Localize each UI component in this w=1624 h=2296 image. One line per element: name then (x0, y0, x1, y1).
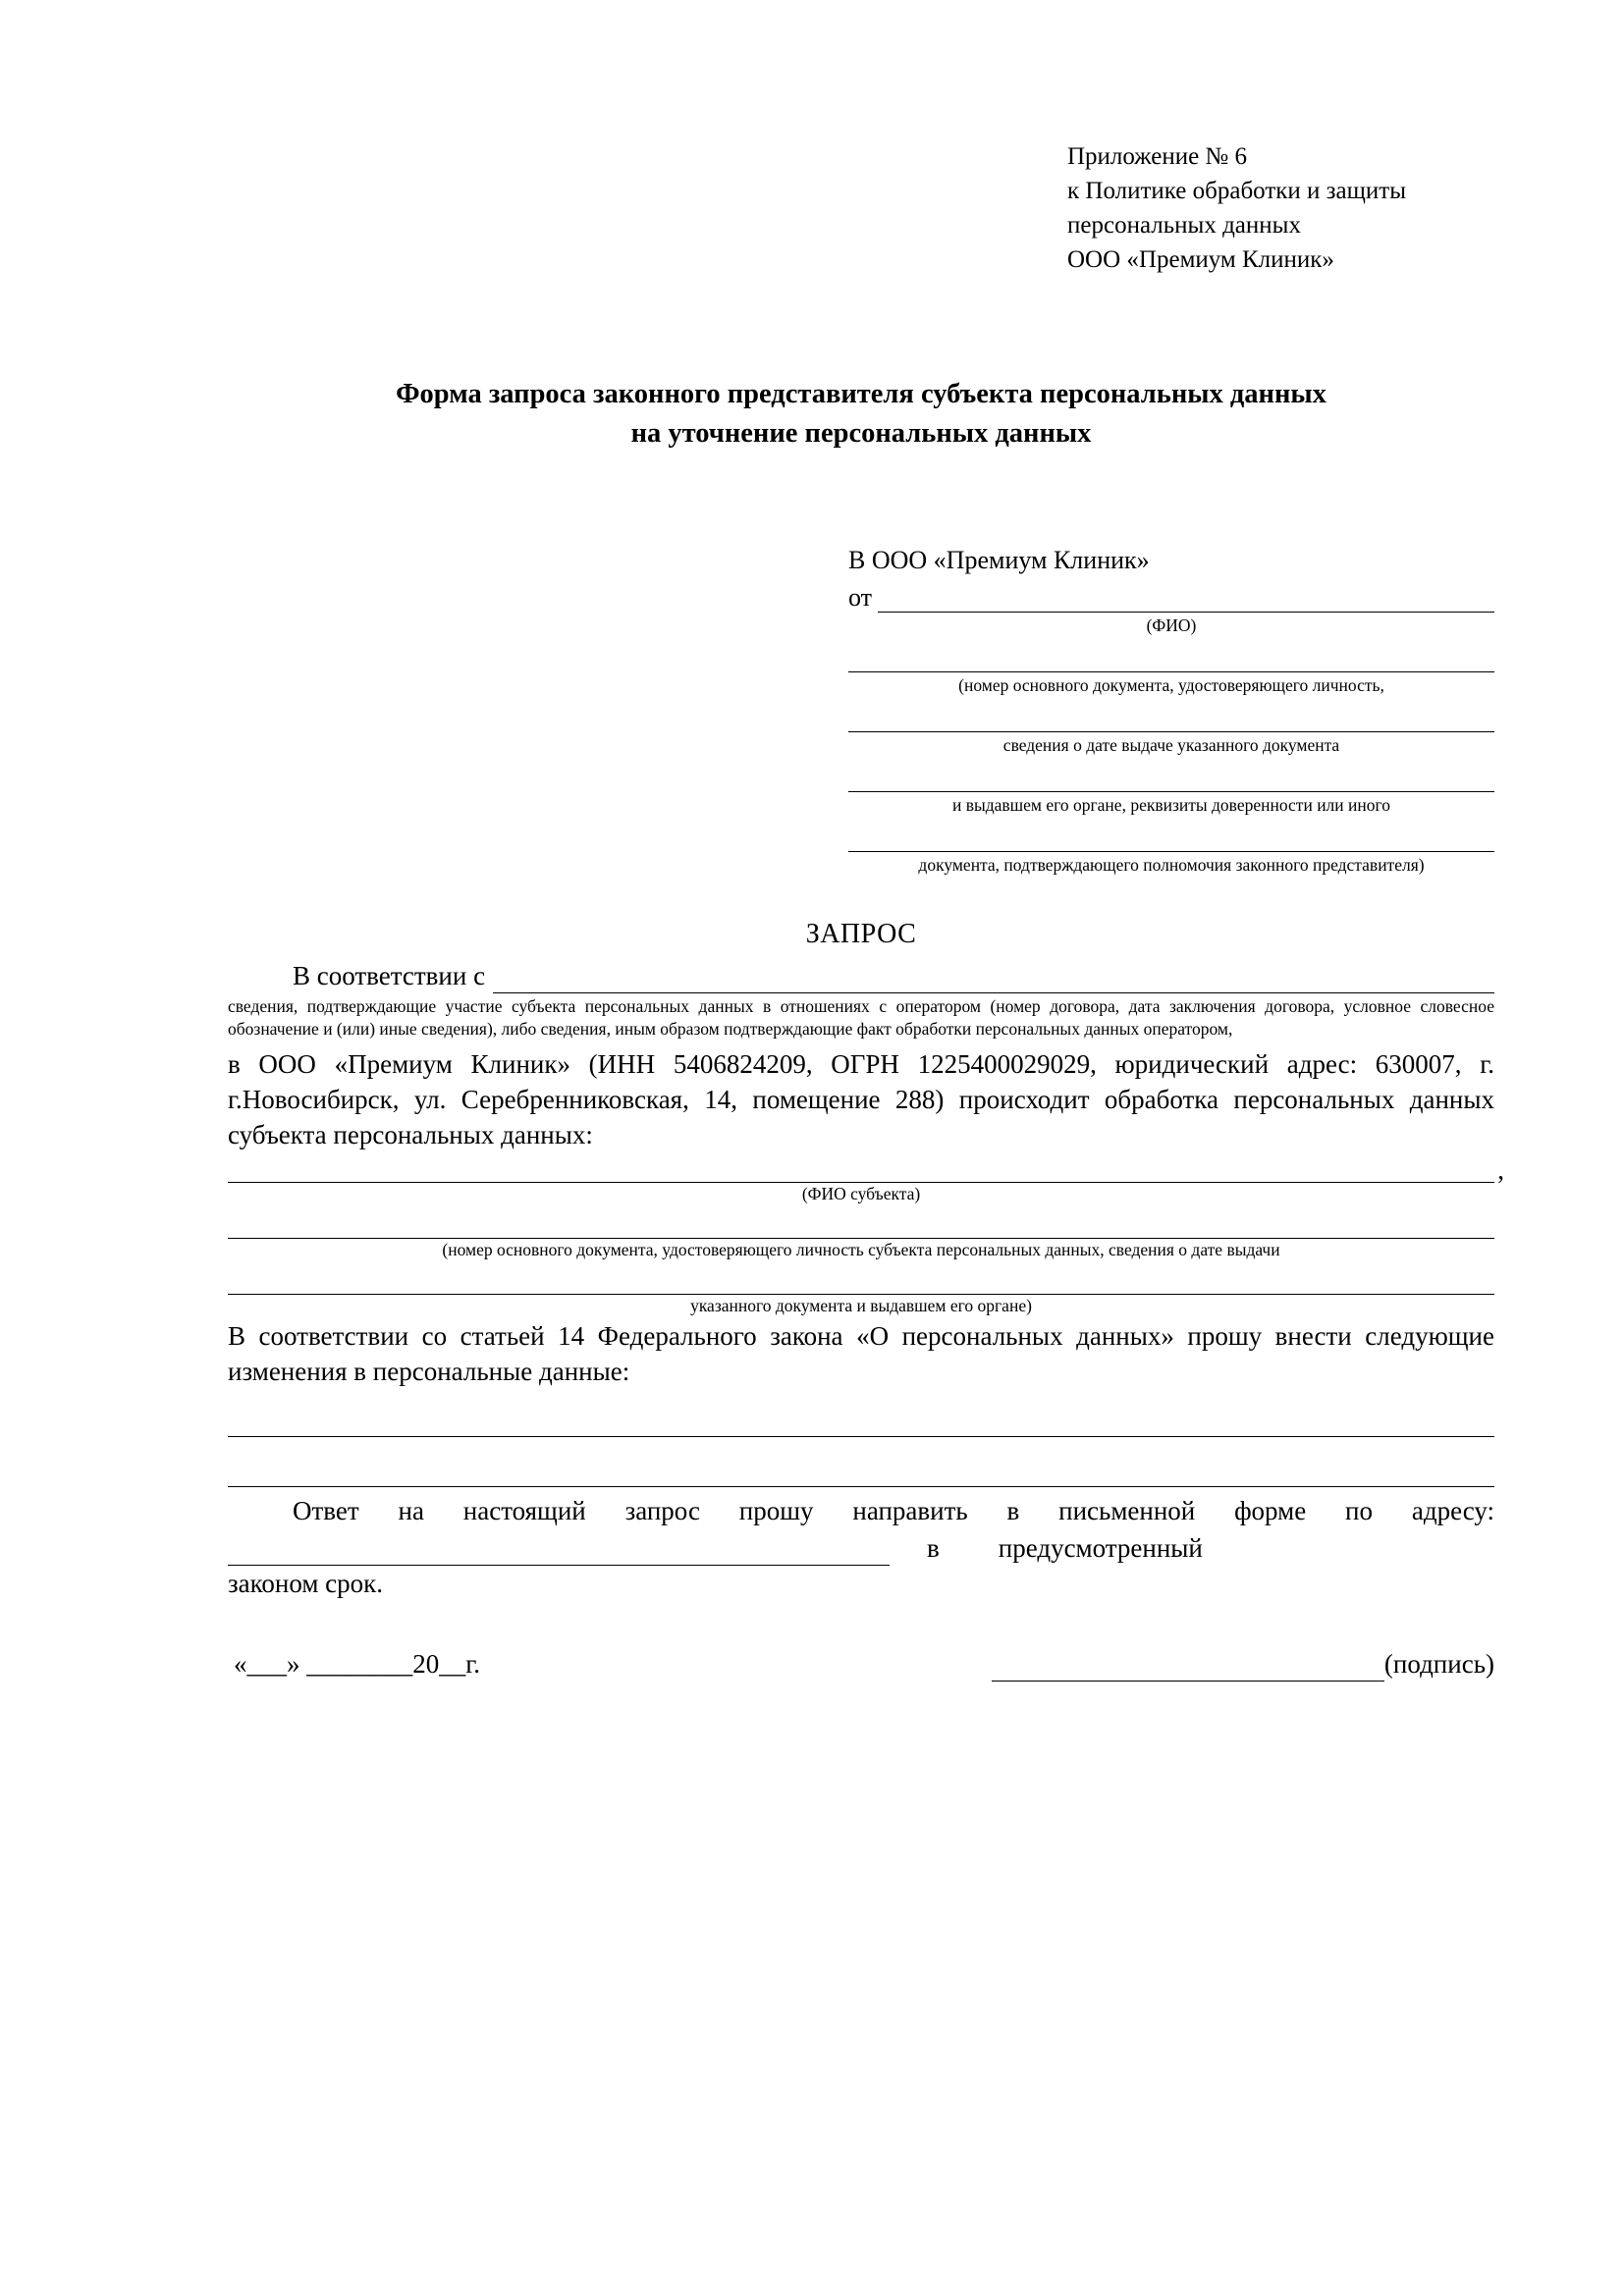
addressee-from-row (848, 583, 1494, 613)
addressee-fio-field[interactable] (878, 590, 1494, 613)
subject-doc-caption: (номер основного документа, удостоверяющего личность субъекта персональных данных, сведения о дате выдачи (442, 1240, 1280, 1259)
addressee-doc-number-field[interactable] (848, 650, 1494, 672)
addressee-from-label: от (848, 583, 873, 612)
addressee-doc-issuer-caption: и выдавшем его органе, реквизиты доверенности или иного (951, 795, 1391, 815)
request-note: сведения, подтверждающие участие субъекта персональных данных в отношениях с оператором (номер договора, дата заключения договора, условное словесное обозначение и (или) иные сведения), либо сведения, иным образом подтверждающие факт обработки персональных данных оператором, (228, 996, 1494, 1039)
signature-label: (подпись) (1383, 1649, 1494, 1679)
appendix-line-2: к Политике обработки и защиты (1067, 178, 1407, 204)
subject-doc-field[interactable] (228, 1212, 1494, 1239)
signature-row (228, 1646, 1494, 1682)
changes-field-line-1[interactable] (228, 1411, 1494, 1437)
addressee-block (848, 544, 1494, 876)
addressee-fio-caption: (ФИО) (1146, 615, 1197, 635)
signature-field[interactable] (992, 1655, 1384, 1682)
page-title (228, 375, 1494, 454)
appendix-line-4: ООО «Премиум Клиник» (1067, 246, 1334, 273)
request-heading: ЗАПРОС (805, 919, 917, 949)
request-intro-label: В соответствии с (293, 961, 486, 990)
answer-mid-text: в (927, 1533, 940, 1563)
answer-last-line: законом срок. (228, 1569, 384, 1598)
subject-doc-issuer-caption: указанного документа и выдавшем его органе) (690, 1296, 1032, 1315)
operator-paragraph: в ООО «Премиум Клиник» (ИНН 5406824209, ОГРН 1225400029029, юридический адрес: 630007, г. г.Новосибирск, ул. Серебренниковская, 14, помещение 288) происходит обработка персональных данных субъекта персональных данных: (228, 1049, 1494, 1149)
addressee-doc-date-caption: сведения о дате выдаче указанного документа (1002, 735, 1340, 755)
addressee-organization: В ООО «Премиум Клиник» (848, 546, 1150, 574)
addressee-doc-issuer-field[interactable] (848, 770, 1494, 792)
page-title-line-2: на уточнение персональных данных (630, 418, 1092, 449)
answer-paragraph: Ответ на настоящий запрос прошу направить в письменной форме по адресу: (293, 1496, 1494, 1525)
law-paragraph: В соответствии со статьей 14 Федерального закона «О персональных данных» прошу внести следующие изменения в персональные данные: (228, 1321, 1494, 1386)
appendix-line-3: персональных данных (1067, 212, 1301, 239)
addressee-doc-number-caption: (номер основного документа, удостоверяющего личность, (958, 675, 1384, 695)
addressee-doc-authority-caption: документа, подтверждающего полномочия законного представителя) (918, 855, 1425, 875)
appendix-line-1: Приложение № 6 (1067, 143, 1248, 170)
changes-field-line-2[interactable] (228, 1461, 1494, 1487)
page-title-line-1: Форма запроса законного представителя субъекта персональных данных (396, 379, 1326, 409)
document-content (228, 0, 1494, 1682)
request-intro-field[interactable] (493, 971, 1494, 993)
addressee-doc-date-field[interactable] (848, 710, 1494, 732)
answer-address-field[interactable] (228, 1539, 890, 1566)
request-body (228, 958, 1494, 1682)
answer-end-text: предусмотренный (998, 1533, 1203, 1563)
answer-address-row (228, 1530, 1494, 1566)
subject-doc-issuer-field[interactable] (228, 1268, 1494, 1295)
subject-fio-field[interactable] (228, 1156, 1494, 1183)
addressee-doc-authority-field[interactable] (848, 829, 1494, 852)
appendix-header (1067, 139, 1494, 277)
subject-fio-caption: (ФИО субъекта) (801, 1184, 921, 1203)
date-field[interactable]: «___» ________20__г. (234, 1649, 481, 1679)
request-intro-row (228, 958, 1494, 993)
